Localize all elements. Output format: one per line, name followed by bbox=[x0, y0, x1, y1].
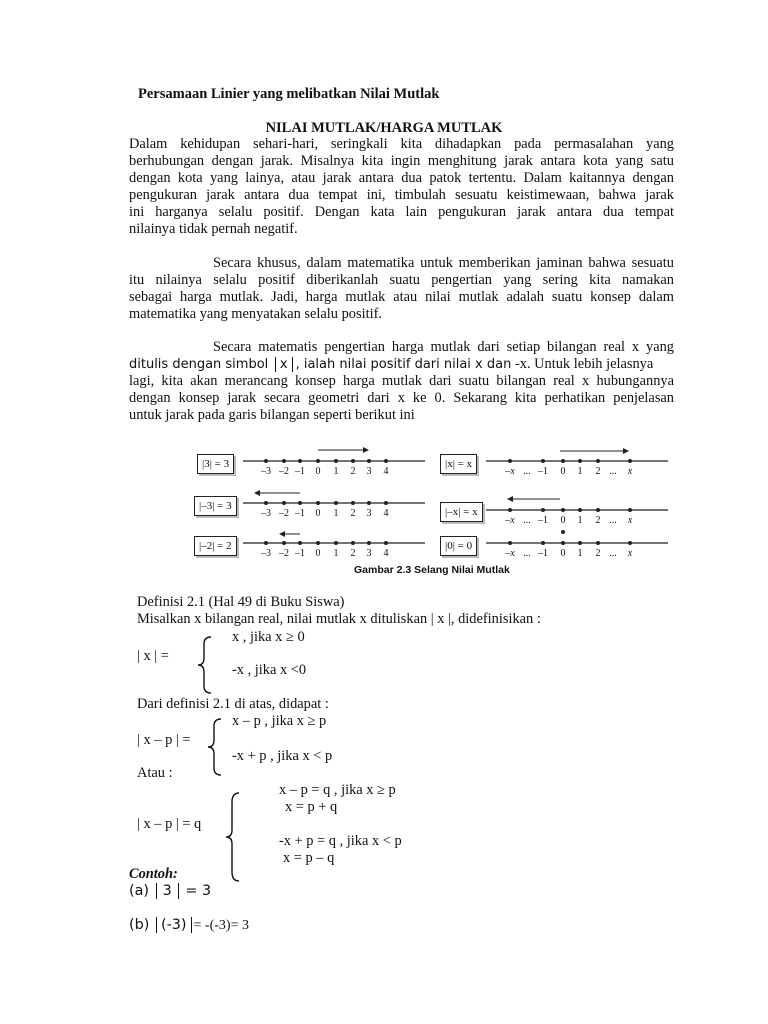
tick-label: 2 bbox=[595, 466, 601, 477]
brace-icon bbox=[206, 718, 226, 776]
example-result: = -(-3)= 3 bbox=[193, 918, 249, 933]
tick-dot bbox=[384, 459, 388, 463]
tick-label: 2 bbox=[350, 548, 356, 559]
tick-label: 0 bbox=[560, 515, 566, 526]
tick-dot bbox=[367, 541, 371, 545]
tick-dot bbox=[298, 501, 302, 505]
figure-label-box: |–2| = 2 bbox=[194, 536, 237, 556]
abs-value: 3 bbox=[156, 883, 179, 899]
atau-label: Atau : bbox=[137, 765, 173, 781]
derived-case-1: x – p , jika x ≥ p bbox=[232, 713, 327, 729]
tick-label: –1 bbox=[295, 548, 305, 559]
tick-dot bbox=[351, 501, 355, 505]
example-label: (b) bbox=[129, 917, 150, 933]
text-line: untuk jarak pada garis bilangan seperti berikut ini bbox=[129, 407, 415, 423]
tick-label: x bbox=[627, 515, 633, 526]
tick-dot bbox=[367, 501, 371, 505]
abs-symbol: x bbox=[275, 357, 293, 372]
tick-dot bbox=[298, 541, 302, 545]
tick-dot bbox=[316, 459, 320, 463]
case-line: -x + p = q , jika x < p bbox=[279, 833, 402, 849]
tick-label: 1 bbox=[577, 515, 583, 526]
tick-dot bbox=[264, 541, 268, 545]
brace-icon bbox=[196, 636, 216, 694]
derived-lhs: | x – p | = bbox=[137, 732, 191, 748]
tick-label: 3 bbox=[366, 508, 372, 519]
tick-dot bbox=[561, 541, 565, 545]
examples-title: Contoh: bbox=[129, 866, 178, 882]
tick-dot bbox=[298, 459, 302, 463]
tick-dot bbox=[596, 459, 600, 463]
tick-dot bbox=[384, 501, 388, 505]
tick-label: 3 bbox=[366, 548, 372, 559]
tick-dot bbox=[282, 541, 286, 545]
tick-label: 1 bbox=[333, 466, 339, 477]
figure-label-box: |3| = 3 bbox=[197, 454, 234, 474]
tick-label: ... bbox=[523, 548, 531, 559]
text-line: sebagai harga mutlak. Jadi, harga mutlak atau nilai mutlak adalah suatu konsep dalam bbox=[129, 289, 674, 305]
tick-label: –2 bbox=[279, 548, 289, 559]
case-line: x – p = q , jika x ≥ p bbox=[279, 782, 396, 798]
tick-label: ... bbox=[609, 548, 617, 559]
definition-case-1: x , jika x ≥ 0 bbox=[232, 629, 305, 645]
tick-label: –3 bbox=[261, 508, 271, 519]
text-line: dengan kota yang lainya, atau jarak antara dua patok tertentu. Dalam kaitannya dengan bbox=[129, 170, 674, 186]
tick-label: –3 bbox=[261, 466, 271, 477]
tick-label: x bbox=[627, 548, 633, 559]
example-result: = 3 bbox=[185, 883, 212, 899]
tick-label: –3 bbox=[261, 548, 271, 559]
tick-label: –x bbox=[505, 548, 515, 559]
tick-label: 2 bbox=[595, 548, 601, 559]
tick-label: 4 bbox=[383, 508, 389, 519]
tick-label: 4 bbox=[383, 548, 389, 559]
text-line: berhubungan dengan jarak. Misalnya kita ingin menghitung jarak antara kota yang satu bbox=[129, 153, 674, 169]
tick-dot bbox=[384, 541, 388, 545]
tick-dot bbox=[508, 508, 512, 512]
tick-label: 3 bbox=[366, 466, 372, 477]
abs-value: (-3) bbox=[156, 917, 192, 933]
tick-dot bbox=[541, 459, 545, 463]
figure-label-box: |0| = 0 bbox=[440, 536, 477, 556]
derived-lhs-q: | x – p | = q bbox=[137, 816, 202, 832]
tick-dot bbox=[596, 508, 600, 512]
tick-label: 2 bbox=[595, 515, 601, 526]
tick-dot bbox=[508, 459, 512, 463]
figure-label-box: |–3| = 3 bbox=[194, 496, 237, 516]
tick-dot bbox=[541, 508, 545, 512]
tick-dot bbox=[628, 508, 632, 512]
figure-caption: Gambar 2.3 Selang Nilai Mutlak bbox=[354, 564, 510, 576]
example-label: (a) bbox=[129, 883, 150, 899]
text-line: Secara khusus, dalam matematika untuk memberikan jaminan bahwa sesuatu bbox=[213, 255, 674, 271]
text-line: matematika yang menyatakan selalu positif. bbox=[129, 306, 382, 322]
tick-dot bbox=[628, 541, 632, 545]
tick-dot bbox=[316, 541, 320, 545]
text-segment: -x. Untuk lebih jelasnya bbox=[514, 356, 654, 372]
tick-label: 2 bbox=[350, 466, 356, 477]
zero-distance-dot bbox=[561, 530, 565, 534]
text-line: ini harganya selalu positif. Dengan kata lain pengukuran jarak antara dua tempat bbox=[129, 204, 674, 220]
tick-dot bbox=[367, 459, 371, 463]
tick-dot bbox=[351, 541, 355, 545]
definition-case-2: -x , jika x <0 bbox=[232, 662, 307, 678]
definition-lhs: | x | = bbox=[137, 648, 169, 664]
text-segment: ditulis dengan simbol bbox=[129, 357, 269, 372]
brace-icon bbox=[224, 792, 244, 882]
section-title: NILAI MUTLAK/HARGA MUTLAK bbox=[265, 120, 503, 136]
tick-dot bbox=[561, 508, 565, 512]
text-line: nilainya tidak pernah negatif. bbox=[129, 221, 298, 237]
tick-dot bbox=[578, 508, 582, 512]
tick-label: –2 bbox=[279, 466, 289, 477]
text-segment: , ialah nilai positif dari nilai x dan bbox=[295, 357, 512, 372]
tick-dot bbox=[561, 459, 565, 463]
figure-label-box: |x| = x bbox=[440, 454, 477, 474]
tick-label: 0 bbox=[560, 466, 566, 477]
tick-label: –1 bbox=[295, 466, 305, 477]
example-a bbox=[129, 883, 211, 900]
tick-label: ... bbox=[523, 466, 531, 477]
tick-label: ... bbox=[609, 515, 617, 526]
text-line: itu nilainya selalu positif diberikanlah suatu pengertian yang sering kita namakan bbox=[129, 272, 674, 288]
tick-dot bbox=[351, 459, 355, 463]
tick-dot bbox=[541, 541, 545, 545]
tick-label: x bbox=[627, 466, 633, 477]
tick-dot bbox=[628, 459, 632, 463]
tick-label: 1 bbox=[577, 466, 583, 477]
tick-label: –x bbox=[505, 515, 515, 526]
tick-label: ... bbox=[523, 515, 531, 526]
tick-label: 0 bbox=[560, 548, 566, 559]
tick-dot bbox=[282, 501, 286, 505]
figure-label-box: |–x| = x bbox=[440, 502, 483, 522]
example-b bbox=[129, 917, 249, 934]
derived-intro: Dari definisi 2.1 di atas, didapat : bbox=[137, 696, 329, 712]
tick-dot bbox=[596, 541, 600, 545]
tick-dot bbox=[334, 501, 338, 505]
tick-label: ... bbox=[609, 466, 617, 477]
tick-dot bbox=[334, 459, 338, 463]
tick-label: 1 bbox=[333, 508, 339, 519]
tick-label: –1 bbox=[538, 466, 548, 477]
tick-label: 2 bbox=[350, 508, 356, 519]
tick-label: 0 bbox=[315, 548, 321, 559]
tick-label: –1 bbox=[538, 515, 548, 526]
tick-dot bbox=[578, 459, 582, 463]
tick-label: 4 bbox=[383, 466, 389, 477]
definition-title: Definisi 2.1 (Hal 49 di Buku Siswa) bbox=[137, 594, 345, 610]
definition-intro: Misalkan x bilangan real, nilai mutlak x dituliskan | x |, didefinisikan : bbox=[137, 611, 541, 627]
tick-label: 1 bbox=[577, 548, 583, 559]
tick-dot bbox=[508, 541, 512, 545]
tick-dot bbox=[282, 459, 286, 463]
tick-label: 0 bbox=[315, 508, 321, 519]
tick-label: 1 bbox=[333, 548, 339, 559]
text-line: Secara matematis pengertian harga mutlak dari setiap bilangan real x yang bbox=[213, 339, 674, 355]
case-line: x = p – q bbox=[283, 850, 335, 866]
tick-dot bbox=[334, 541, 338, 545]
tick-label: –x bbox=[505, 466, 515, 477]
tick-label: –2 bbox=[279, 508, 289, 519]
derived-case-2: -x + p , jika x < p bbox=[232, 748, 333, 764]
case-line: x = p + q bbox=[285, 799, 338, 815]
tick-label: 0 bbox=[315, 466, 321, 477]
tick-label: –1 bbox=[295, 508, 305, 519]
text-line: dengan konsep jarak secara geometri dari x ke 0. Sekarang kita perhatikan penjelasan bbox=[129, 390, 674, 406]
tick-dot bbox=[264, 501, 268, 505]
text-line: lagi, kita akan merancang konsep harga mutlak dari suatu bilangan real x hubungannya bbox=[129, 373, 674, 389]
tick-dot bbox=[578, 541, 582, 545]
tick-dot bbox=[316, 501, 320, 505]
text-line: Dalam kehidupan sehari-hari, seringkali kita dihadapkan pada permasalahan yang bbox=[129, 136, 674, 152]
text-line: pengukuran jarak antara dua tempat ini, timbulah sesuatu keistimewaan, bahwa jarak bbox=[129, 187, 674, 203]
tick-label: –1 bbox=[538, 548, 548, 559]
tick-dot bbox=[264, 459, 268, 463]
page-heading: Persamaan Linier yang melibatkan Nilai Mutlak bbox=[138, 86, 440, 102]
